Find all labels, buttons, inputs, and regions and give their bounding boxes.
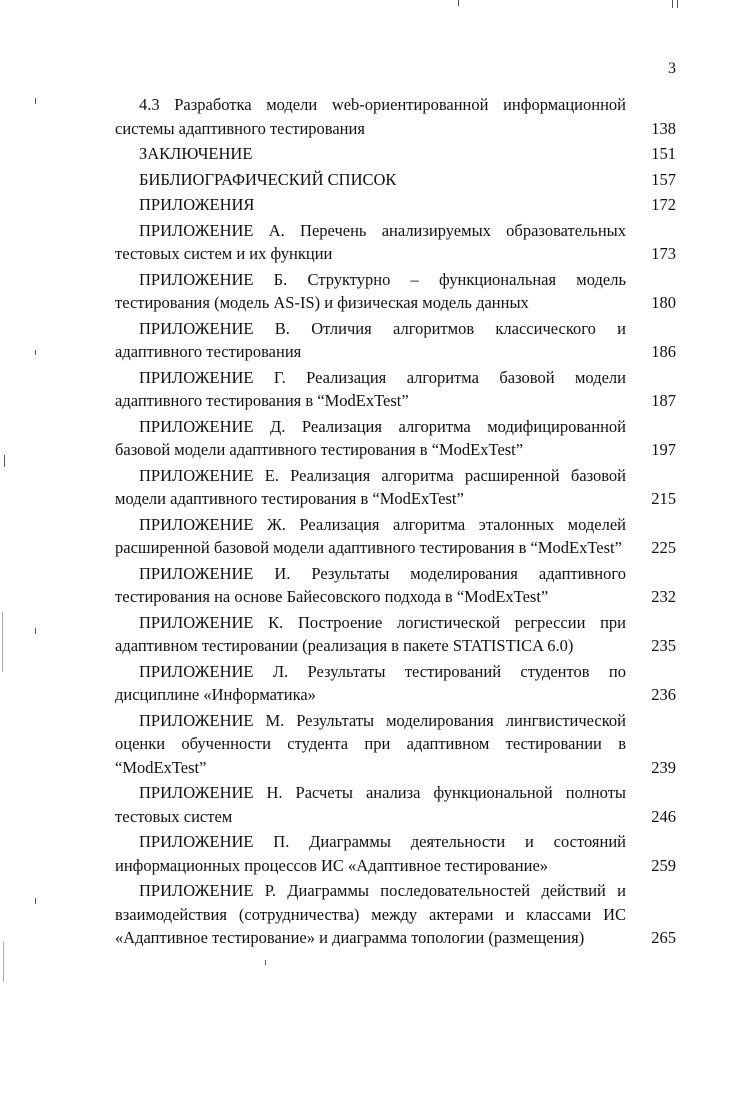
- toc-entry-line: дисциплине «Информатика»: [115, 685, 316, 704]
- toc-entry-line: ПРИЛОЖЕНИЕ М. Результаты моделирования лингвистической: [139, 710, 626, 730]
- toc-entry-page: 186: [651, 342, 676, 361]
- toc-entry-page: 157: [651, 169, 676, 189]
- scan-speck: [35, 98, 36, 104]
- toc-entry-page: 173: [651, 244, 676, 263]
- toc-entry: [115, 709, 676, 780]
- scan-speck: [458, 0, 459, 6]
- toc-entry-line: базовой модели адаптивного тестирования в “ModExTest”: [115, 440, 524, 459]
- toc-entry-page: 138: [651, 118, 676, 138]
- toc-entry-line: ПРИЛОЖЕНИЕ К. Построение логистической регрессии при: [139, 612, 626, 632]
- toc-entry: [115, 317, 676, 364]
- toc-entry: [115, 142, 676, 166]
- toc-entry-line: ПРИЛОЖЕНИЕ Д. Реализация алгоритма модифицированной: [139, 416, 626, 436]
- toc-entry: [115, 562, 676, 609]
- toc-entry-line: ПРИЛОЖЕНИЕ И. Результаты моделирования адаптивного: [139, 563, 626, 583]
- scan-speck: [35, 898, 36, 904]
- toc-entry-page: 225: [651, 538, 676, 557]
- toc-entry-page: 187: [651, 391, 676, 410]
- toc-entry: [115, 93, 676, 140]
- toc-entry: [115, 464, 676, 511]
- toc-entry-page: 215: [651, 489, 676, 508]
- toc-entry: [115, 781, 676, 828]
- toc-entry-page: 246: [651, 806, 676, 826]
- toc-entry-page: 232: [651, 587, 676, 606]
- toc-entry-line: ПРИЛОЖЕНИЕ Н. Расчеты анализа функциональной полноты: [139, 783, 626, 802]
- toc-entry-line: оценки обученности студента при адаптивном тестировании в: [115, 734, 626, 753]
- toc-entry-page: 197: [651, 440, 676, 459]
- toc-entry-line: адаптивном тестировании (реализация в пакете STATISTICA 6.0): [115, 636, 574, 655]
- toc-entry-line: тестовых систем и их функции: [115, 244, 333, 263]
- table-of-contents: [115, 93, 676, 952]
- toc-entry-line: ПРИЛОЖЕНИЕ Ж. Реализация алгоритма эталонных моделей: [139, 514, 626, 534]
- toc-entry-line: ПРИЛОЖЕНИЕ Е. Реализация алгоритма расширенной базовой: [139, 465, 626, 485]
- toc-entry-line: информационных процессов ИС «Адаптивное тестирование»: [115, 855, 549, 875]
- toc-entry-line: модели адаптивного тестирования в “ModExTest”: [115, 489, 464, 508]
- toc-entry-page: 151: [651, 144, 676, 163]
- toc-entry-page: 236: [651, 685, 676, 704]
- toc-entry-line: 4.3 Разработка модели web-ориентированной информационной: [139, 95, 626, 114]
- toc-entry-page: 180: [651, 293, 676, 312]
- toc-entry-page: 259: [651, 855, 676, 875]
- toc-entry-page: 235: [651, 636, 676, 655]
- toc-entry-line: адаптивного тестирования: [115, 342, 302, 361]
- toc-entry-line: “ModExTest”: [115, 757, 207, 777]
- toc-entry-line: расширенной базовой модели адаптивного тестирования в “ModExTest”: [115, 538, 622, 557]
- toc-entry: [115, 611, 676, 658]
- page-number: 3: [668, 60, 676, 77]
- toc-entry: [115, 268, 676, 315]
- toc-entry: [115, 168, 676, 192]
- toc-entry-line: ПРИЛОЖЕНИЕ П. Диаграммы деятельности и состояний: [139, 832, 626, 851]
- scan-speck: [35, 350, 36, 355]
- toc-entry: [115, 513, 676, 560]
- toc-entry-line: взаимодействия (сотрудничества) между актерами и классами ИС: [115, 904, 626, 924]
- toc-entry: [115, 879, 676, 950]
- scan-speck: [677, 0, 678, 8]
- toc-entry-line: тестирования на основе Байесовского подхода в “ModExTest”: [115, 587, 549, 606]
- toc-entry-line: ЗАКЛЮЧЕНИЕ: [139, 144, 253, 163]
- toc-entry-page: 265: [651, 928, 676, 947]
- toc-entry-line: адаптивного тестирования в “ModExTest”: [115, 391, 409, 410]
- toc-entry-line: БИБЛИОГРАФИЧЕСКИЙ СПИСОК: [139, 169, 397, 189]
- toc-entry-page: 239: [651, 757, 676, 777]
- toc-entry-line: системы адаптивного тестирования: [115, 118, 365, 138]
- toc-entry-page: 172: [651, 195, 676, 214]
- scan-speck: [3, 942, 4, 982]
- toc-entry: [115, 660, 676, 707]
- toc-entry-line: ПРИЛОЖЕНИЕ В. Отличия алгоритмов классического и: [139, 318, 626, 338]
- toc-entry: [115, 366, 676, 413]
- toc-entry-line: ПРИЛОЖЕНИЕ А. Перечень анализируемых образовательных: [139, 220, 626, 240]
- scan-speck: [265, 960, 266, 965]
- toc-entry-line: ПРИЛОЖЕНИЕ Г. Реализация алгоритма базовой модели: [139, 367, 626, 387]
- toc-entry: [115, 830, 676, 877]
- toc-entry-line: ПРИЛОЖЕНИЕ Р. Диаграммы последовательностей действий и: [139, 881, 626, 900]
- toc-entry-line: «Адаптивное тестирование» и диаграмма топологии (размещения): [115, 928, 585, 947]
- toc-entry-line: тестовых систем: [115, 806, 233, 826]
- scan-speck: [4, 455, 5, 467]
- scan-speck: [672, 0, 673, 8]
- scan-speck: [35, 628, 36, 634]
- toc-entry-line: ПРИЛОЖЕНИЯ: [139, 195, 255, 214]
- toc-entry-line: тестирования (модель AS-IS) и физическая модель данных: [115, 293, 529, 312]
- toc-entry-line: ПРИЛОЖЕНИЕ Б. Структурно – функциональная модель: [139, 269, 626, 289]
- toc-entry-line: ПРИЛОЖЕНИЕ Л. Результаты тестирований студентов по: [139, 661, 626, 681]
- toc-entry: [115, 193, 676, 217]
- toc-entry: [115, 415, 676, 462]
- toc-entry: [115, 219, 676, 266]
- scan-speck: [2, 612, 3, 672]
